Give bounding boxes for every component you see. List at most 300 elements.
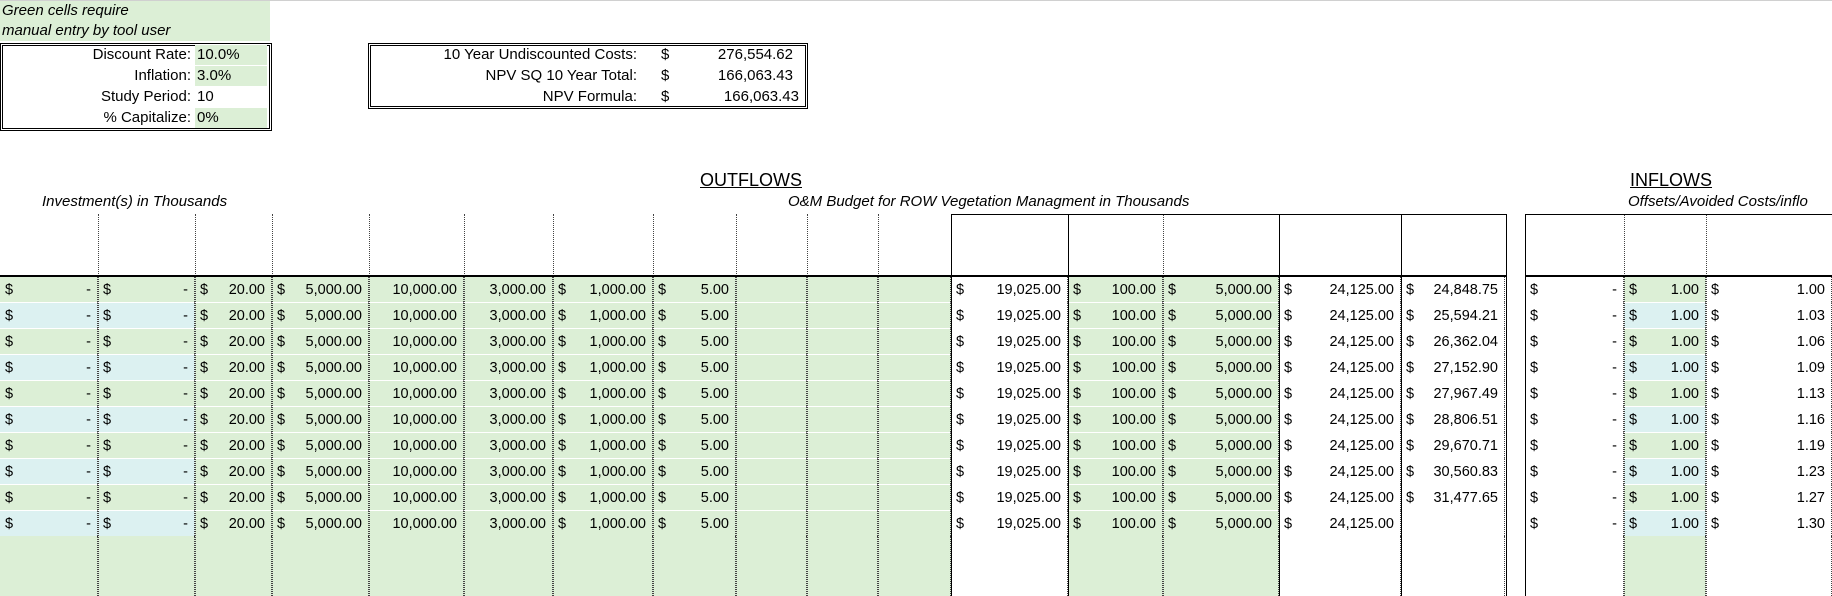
cell-value: 1,000.00 [589, 412, 646, 428]
table-cell[interactable] [369, 510, 464, 536]
table-cell[interactable] [736, 536, 807, 596]
table-cell[interactable] [98, 276, 195, 302]
table-cell[interactable] [195, 510, 272, 536]
table-cell [951, 276, 1068, 302]
table-cell[interactable] [878, 354, 951, 380]
currency-symbol: $ [103, 490, 112, 506]
currency-symbol: $ [5, 490, 14, 506]
table-cell[interactable] [807, 536, 878, 596]
table-cell[interactable] [0, 536, 98, 596]
cell-value: 1.06 [1796, 334, 1825, 350]
cell-value: 3,000.00 [489, 412, 546, 428]
table-cell [1401, 380, 1505, 406]
cell-value: 3,000.00 [489, 464, 546, 480]
table-cell[interactable] [98, 432, 195, 458]
table-cell [951, 484, 1068, 510]
table-cell [951, 328, 1068, 354]
currency-symbol: $ [658, 308, 667, 324]
table-cell[interactable] [98, 328, 195, 354]
table-cell[interactable] [1163, 510, 1279, 536]
table-cell[interactable] [807, 354, 878, 380]
currency-symbol: $ [1711, 308, 1720, 324]
table-cell[interactable] [98, 458, 195, 484]
table-cell[interactable] [195, 302, 272, 328]
currency-symbol: $ [1168, 490, 1177, 506]
table-cell[interactable] [1163, 276, 1279, 302]
table-cell[interactable] [553, 510, 653, 536]
table-cell[interactable] [1163, 406, 1279, 432]
table-cell[interactable] [553, 276, 653, 302]
cell-value: - [183, 334, 188, 350]
currency-symbol: $ [1530, 282, 1539, 298]
undiscounted-costs-value: 276,554.62 [717, 46, 793, 63]
table-cell[interactable] [736, 302, 807, 328]
table-cell[interactable] [878, 484, 951, 510]
table-cell[interactable] [807, 328, 878, 354]
cell-value: 19,025.00 [996, 282, 1061, 298]
cell-value: 5,000.00 [1215, 490, 1272, 506]
currency-symbol: $ [5, 516, 14, 532]
currency-symbol: $ [1711, 334, 1720, 350]
table-cell[interactable] [1163, 354, 1279, 380]
table-cell [951, 432, 1068, 458]
currency-symbol: $ [1629, 360, 1638, 376]
table-cell[interactable] [553, 380, 653, 406]
table-cell[interactable] [195, 354, 272, 380]
table-cell[interactable] [369, 536, 464, 596]
cell-value: - [183, 516, 188, 532]
cell-value: 19,025.00 [996, 386, 1061, 402]
table-cell[interactable] [98, 354, 195, 380]
table-cell [1279, 432, 1401, 458]
cell-value: 28,806.51 [1433, 412, 1498, 428]
currency-symbol: $ [658, 412, 667, 428]
cell-value: 5.00 [700, 438, 729, 454]
table-cell[interactable] [807, 484, 878, 510]
table-cell[interactable] [1068, 380, 1163, 406]
cell-value: - [86, 308, 91, 324]
table-cell[interactable] [553, 484, 653, 510]
cell-value: 10,000.00 [392, 282, 457, 298]
table-cell[interactable] [272, 406, 369, 432]
table-cell[interactable] [1624, 510, 1706, 536]
cell-value: 1.23 [1796, 464, 1825, 480]
table-cell[interactable] [1163, 380, 1279, 406]
table-cell[interactable] [653, 276, 736, 302]
table-cell[interactable] [1068, 484, 1163, 510]
table-cell[interactable] [1068, 406, 1163, 432]
npv-sq-value: 166,063.43 [717, 67, 793, 84]
currency-symbol: $ [1073, 360, 1082, 376]
table-cell[interactable] [0, 484, 98, 510]
table-cell[interactable] [1624, 484, 1706, 510]
table-cell[interactable] [736, 432, 807, 458]
column-divider [1401, 214, 1402, 596]
currency-symbol: $ [200, 490, 209, 506]
cell-value: 19,025.00 [996, 464, 1061, 480]
cell-value: 1,000.00 [589, 464, 646, 480]
currency-symbol: $ [1073, 386, 1082, 402]
currency-symbol: $ [200, 282, 209, 298]
table-cell[interactable] [653, 406, 736, 432]
table-cell[interactable] [0, 302, 98, 328]
table-cell[interactable] [369, 328, 464, 354]
table-cell[interactable] [807, 276, 878, 302]
table-cell[interactable] [0, 406, 98, 432]
table-cell[interactable] [1624, 458, 1706, 484]
cell-value: 5.00 [700, 464, 729, 480]
currency-symbol: $ [277, 516, 286, 532]
table-cell[interactable] [553, 536, 653, 596]
table-cell [1401, 432, 1505, 458]
table-cell[interactable] [1068, 536, 1163, 596]
cell-value: - [1612, 464, 1617, 480]
table-cell[interactable] [1163, 432, 1279, 458]
table-cell[interactable] [195, 276, 272, 302]
cell-value: - [86, 360, 91, 376]
table-cell[interactable] [653, 458, 736, 484]
table-cell[interactable] [464, 484, 553, 510]
table-cell[interactable] [272, 328, 369, 354]
cell-value: 100.00 [1111, 282, 1156, 298]
cell-value: 5,000.00 [1215, 464, 1272, 480]
cell-value: 10,000.00 [392, 360, 457, 376]
table-cell[interactable] [653, 354, 736, 380]
table-cell[interactable] [1624, 276, 1706, 302]
table-cell[interactable] [272, 380, 369, 406]
table-cell[interactable] [1624, 432, 1706, 458]
currency-symbol: $ [956, 308, 965, 324]
table-cell [1401, 458, 1505, 484]
table-cell[interactable] [736, 510, 807, 536]
table-cell[interactable] [195, 458, 272, 484]
table-cell[interactable] [0, 276, 98, 302]
table-cell[interactable] [1163, 536, 1279, 596]
cell-value: - [1612, 412, 1617, 428]
table-cell[interactable] [807, 458, 878, 484]
table-cell[interactable] [553, 328, 653, 354]
table-cell [1706, 432, 1832, 458]
table-cell [1401, 406, 1505, 432]
cell-value: 27,967.49 [1433, 386, 1498, 402]
table-cell[interactable] [272, 354, 369, 380]
table-cell[interactable] [1163, 484, 1279, 510]
table-cell[interactable] [736, 276, 807, 302]
table-cell [1525, 432, 1624, 458]
table-cell[interactable] [1068, 432, 1163, 458]
table-cell[interactable] [369, 354, 464, 380]
table-cell[interactable] [653, 432, 736, 458]
cell-value: 100.00 [1111, 438, 1156, 454]
column-divider [1624, 214, 1625, 596]
table-cell[interactable] [369, 406, 464, 432]
currency-symbol: $ [558, 334, 567, 350]
table-cell[interactable] [464, 276, 553, 302]
npv-sq-label: NPV SQ 10 Year Total: [485, 67, 637, 84]
table-cell[interactable] [553, 406, 653, 432]
undiscounted-costs-label: 10 Year Undiscounted Costs: [443, 46, 637, 63]
currency-symbol: $ [1073, 282, 1082, 298]
table-cell[interactable] [1624, 328, 1706, 354]
table-cell[interactable] [0, 432, 98, 458]
cell-value: 1.00 [1670, 490, 1699, 506]
currency-symbol: $ [1406, 386, 1415, 402]
cell-value: 3,000.00 [489, 438, 546, 454]
currency-symbol: $ [1629, 412, 1638, 428]
table-cell[interactable] [878, 302, 951, 328]
table-cell[interactable] [369, 302, 464, 328]
cell-value: 5,000.00 [305, 490, 362, 506]
currency-symbol: $ [1530, 490, 1539, 506]
table-cell[interactable] [878, 406, 951, 432]
table-cell[interactable] [1163, 328, 1279, 354]
table-cell[interactable] [1163, 302, 1279, 328]
currency-symbol: $ [277, 334, 286, 350]
table-cell[interactable] [807, 406, 878, 432]
currency-symbol: $ [200, 334, 209, 350]
table-cell[interactable] [736, 484, 807, 510]
table-cell[interactable] [1068, 276, 1163, 302]
table-cell[interactable] [195, 536, 272, 596]
table-cell [1525, 302, 1624, 328]
inflation-value[interactable]: 3.0% [195, 66, 267, 86]
table-cell[interactable] [272, 302, 369, 328]
table-cell[interactable] [653, 328, 736, 354]
cell-value: 100.00 [1111, 386, 1156, 402]
outflows-title: OUTFLOWS [700, 170, 802, 190]
table-cell[interactable] [736, 406, 807, 432]
table-cell[interactable] [195, 484, 272, 510]
table-cell[interactable] [553, 302, 653, 328]
table-cell[interactable] [1068, 458, 1163, 484]
cell-value: 10,000.00 [392, 334, 457, 350]
table-cell[interactable] [195, 406, 272, 432]
currency-symbol: $ [200, 308, 209, 324]
table-cell [1279, 380, 1401, 406]
table-cell [951, 302, 1068, 328]
cell-value: 5.00 [700, 308, 729, 324]
table-cell[interactable] [272, 432, 369, 458]
currency-symbol: $ [103, 516, 112, 532]
table-cell[interactable] [0, 380, 98, 406]
table-cell[interactable] [878, 328, 951, 354]
table-cell[interactable] [553, 458, 653, 484]
currency-symbol: $ [1406, 308, 1415, 324]
table-cell [1706, 302, 1832, 328]
table-cell[interactable] [1068, 302, 1163, 328]
discount-rate-value[interactable]: 10.0% [195, 45, 267, 65]
currency-symbol: $ [277, 360, 286, 376]
table-cell[interactable] [272, 458, 369, 484]
table-cell [1706, 328, 1832, 354]
table-cell[interactable] [464, 406, 553, 432]
currency-symbol: $ [1284, 490, 1293, 506]
table-cell[interactable] [653, 536, 736, 596]
table-cell[interactable] [1624, 406, 1706, 432]
currency-symbol: $ [1406, 334, 1415, 350]
table-cell[interactable] [369, 484, 464, 510]
table-cell[interactable] [464, 354, 553, 380]
cell-value: 24,125.00 [1329, 412, 1394, 428]
table-cell[interactable] [195, 328, 272, 354]
currency-symbol: $ [558, 438, 567, 454]
currency-symbol: $ [277, 438, 286, 454]
table-cell[interactable] [272, 276, 369, 302]
table-cell[interactable] [736, 380, 807, 406]
table-cell[interactable] [807, 302, 878, 328]
capitalize-value[interactable]: 0% [195, 108, 267, 128]
table-cell[interactable] [807, 510, 878, 536]
table-cell [1279, 276, 1401, 302]
currency-symbol: $ [1073, 516, 1082, 532]
table-cell[interactable] [98, 302, 195, 328]
table-cell[interactable] [878, 536, 951, 596]
currency-symbol: $ [1629, 282, 1638, 298]
table-cell[interactable] [736, 458, 807, 484]
table-cell[interactable] [0, 458, 98, 484]
table-cell[interactable] [878, 432, 951, 458]
table-cell[interactable] [98, 406, 195, 432]
cell-value: 100.00 [1111, 308, 1156, 324]
table-cell [1401, 536, 1505, 596]
table-cell[interactable] [1624, 536, 1706, 596]
table-cell[interactable] [464, 432, 553, 458]
legend-note-line1: Green cells require [0, 1, 270, 21]
cell-value: 3,000.00 [489, 308, 546, 324]
table-cell[interactable] [369, 276, 464, 302]
currency-symbol: $ [1168, 386, 1177, 402]
sheet-top-border [0, 0, 1832, 1]
table-cell[interactable] [464, 510, 553, 536]
table-cell [1279, 406, 1401, 432]
cell-value: 30,560.83 [1433, 464, 1498, 480]
table-cell[interactable] [1068, 510, 1163, 536]
table-cell[interactable] [464, 302, 553, 328]
table-cell[interactable] [272, 536, 369, 596]
table-cell[interactable] [0, 354, 98, 380]
currency-symbol: $ [200, 412, 209, 428]
table-cell[interactable] [464, 328, 553, 354]
cell-value: 5,000.00 [1215, 386, 1272, 402]
currency-symbol: $ [1530, 516, 1539, 532]
currency-symbol: $ [1629, 308, 1638, 324]
cell-value: 20.00 [228, 360, 265, 376]
cell-value: 20.00 [228, 516, 265, 532]
cell-value: 1.00 [1670, 360, 1699, 376]
table-cell[interactable] [1624, 354, 1706, 380]
table-cell[interactable] [98, 484, 195, 510]
cell-value: 1.00 [1670, 516, 1699, 532]
currency-symbol: $ [1711, 360, 1720, 376]
table-cell[interactable] [1624, 302, 1706, 328]
currency-symbol: $ [277, 308, 286, 324]
table-cell[interactable] [1163, 458, 1279, 484]
table-cell[interactable] [98, 536, 195, 596]
cell-value: 1,000.00 [589, 516, 646, 532]
table-cell[interactable] [553, 432, 653, 458]
table-cell[interactable] [1068, 354, 1163, 380]
cell-value: 5,000.00 [305, 438, 362, 454]
table-cell[interactable] [272, 510, 369, 536]
table-cell[interactable] [653, 302, 736, 328]
column-divider [653, 214, 654, 596]
table-cell[interactable] [98, 380, 195, 406]
table-cell[interactable] [464, 458, 553, 484]
cell-value: 5.00 [700, 412, 729, 428]
table-cell [1525, 484, 1624, 510]
table-cell[interactable] [0, 510, 98, 536]
table-cell[interactable] [464, 380, 553, 406]
table-cell[interactable] [878, 510, 951, 536]
cell-value: 19,025.00 [996, 334, 1061, 350]
table-cell[interactable] [0, 328, 98, 354]
table-cell[interactable] [653, 380, 736, 406]
table-cell[interactable] [272, 484, 369, 510]
table-cell [951, 380, 1068, 406]
cell-value: 20.00 [228, 438, 265, 454]
table-cell[interactable] [878, 380, 951, 406]
cell-value: 5.00 [700, 282, 729, 298]
cell-value: 5,000.00 [1215, 308, 1272, 324]
table-cell[interactable] [807, 432, 878, 458]
currency-symbol: $ [1073, 334, 1082, 350]
table-cell[interactable] [1068, 328, 1163, 354]
cell-value: - [183, 438, 188, 454]
table-cell[interactable] [464, 536, 553, 596]
table-cell[interactable] [653, 510, 736, 536]
currency-symbol: $ [1406, 360, 1415, 376]
cell-value: 10,000.00 [392, 490, 457, 506]
budget-table [0, 214, 1832, 596]
table-cell[interactable] [98, 510, 195, 536]
table-cell[interactable] [553, 354, 653, 380]
cell-value: 5.00 [700, 490, 729, 506]
table-cell[interactable] [878, 276, 951, 302]
table-cell[interactable] [195, 432, 272, 458]
cell-value: 1.30 [1796, 516, 1825, 532]
table-cell[interactable] [1624, 380, 1706, 406]
cell-value: - [1612, 360, 1617, 376]
table-cell[interactable] [807, 380, 878, 406]
cell-value: 1.00 [1670, 308, 1699, 324]
cell-value: 29,670.71 [1433, 438, 1498, 454]
table-cell[interactable] [736, 354, 807, 380]
cell-value: 1.00 [1670, 334, 1699, 350]
table-cell[interactable] [736, 328, 807, 354]
currency-symbol: $ [200, 360, 209, 376]
currency-symbol: $ [5, 282, 14, 298]
currency-symbol: $ [658, 334, 667, 350]
table-cell[interactable] [369, 432, 464, 458]
table-cell [1706, 510, 1832, 536]
currency-symbol: $ [1073, 464, 1082, 480]
table-cell [1706, 406, 1832, 432]
table-cell [1279, 510, 1401, 536]
cell-value: 10,000.00 [392, 438, 457, 454]
table-cell [1525, 328, 1624, 354]
table-cell[interactable] [369, 458, 464, 484]
table-cell[interactable] [653, 484, 736, 510]
cell-value: 10,000.00 [392, 386, 457, 402]
cell-value: 1.16 [1796, 412, 1825, 428]
table-cell[interactable] [369, 380, 464, 406]
currency-symbol: $ [956, 386, 965, 402]
cell-value: - [1612, 282, 1617, 298]
cell-value: 25,594.21 [1433, 308, 1498, 324]
header-separator [1525, 275, 1832, 277]
table-cell[interactable] [195, 380, 272, 406]
table-cell[interactable] [878, 458, 951, 484]
